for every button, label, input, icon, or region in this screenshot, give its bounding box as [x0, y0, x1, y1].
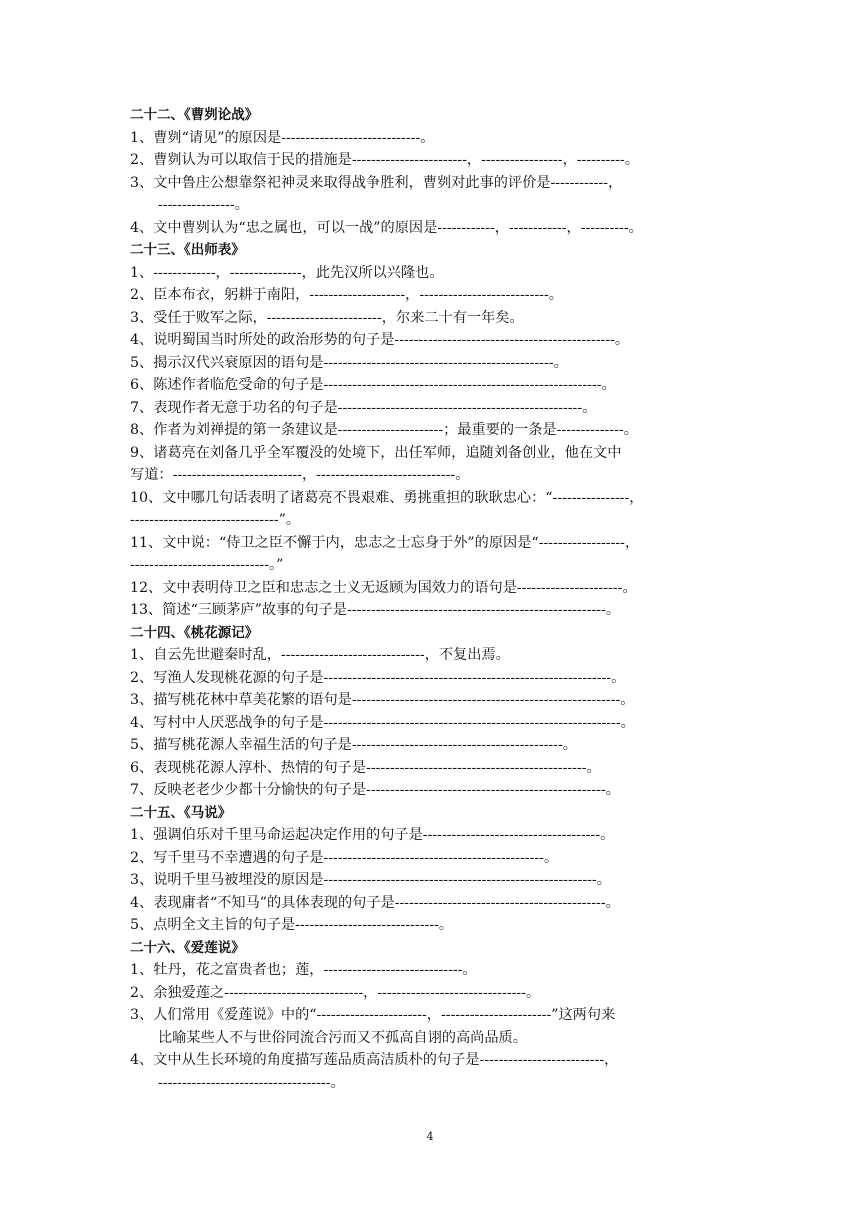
section-title: 二十六、《爱莲说》 — [130, 939, 245, 956]
section-title: 二十四、《桃花源记》 — [130, 624, 259, 641]
question-line: 4、说明蜀国当时所处的政治形势的句子是----------------------------------------------。 — [130, 332, 630, 348]
section-tao-hua-yuan-ji — [130, 622, 734, 802]
question-line: 9、诸葛亮在刘备几乎全军覆没的处境下，出任军师，追随刘备创业，他在文中 — [130, 444, 622, 461]
question-line: 5、描写桃花源人幸福生活的句子是--------------------------------------------。 — [130, 737, 577, 753]
question-line: 1、曹刿“请见”的原因是-----------------------------。 — [130, 129, 435, 146]
section-title: 二十五、《马说》 — [130, 804, 232, 821]
question-line: 2、曹刿认为可以取信于民的措施是------------------------，-----------------，----------。 — [130, 152, 639, 168]
question-line: 4、写村中人厌恶战争的句子是--------------------------------------------------------------。 — [130, 714, 635, 731]
question-line: 2、臣本布衣，躬耕于南阳，--------------------，---------------------------。 — [130, 287, 563, 303]
question-line: 1、牡丹，花之富贵者也；莲，-----------------------------。 — [130, 962, 477, 978]
question-line: 10、文中哪几句话表明了诸葛亮不畏艰难、勇挑重担的耿耿忠心：“----------------， — [130, 489, 644, 506]
question-line: 3、说明千里马被埋没的原因是---------------------------------------------------------。 — [130, 872, 611, 888]
question-line: 1、-------------，---------------，此先汉所以兴隆也。 — [130, 264, 444, 281]
question-line: 2、余独爱莲之-----------------------------，-------------------------------。 — [130, 984, 541, 1001]
question-line: 11、文中说：“侍卫之臣不懈于内，忠志之士忘身于外”的原因是“------------------， — [130, 534, 640, 551]
section-cao-gui — [130, 104, 734, 239]
question-line: 1、自云先世避秦时乱，------------------------------，不复出焉。 — [130, 647, 510, 663]
page-number: 4 — [426, 1130, 434, 1143]
question-line: 6、陈述作者临危受命的句子是----------------------------------------------------------。 — [130, 377, 616, 393]
question-line: 3、受任于败军之际，------------------------，尔来二十有一年矣。 — [130, 309, 524, 326]
section-title: 二十三、《出师表》 — [130, 242, 245, 258]
section-title: 二十二、《曹刿论战》 — [130, 107, 259, 123]
question-line: 6、表现桃花源人淳朴、热情的句子是----------------------------------------------。 — [130, 759, 601, 776]
question-line: 5、点明全文主旨的句子是------------------------------。 — [130, 917, 454, 933]
question-line: 4、表现庸者“不知马”的具体表现的句子是--------------------------------------------。 — [130, 894, 620, 911]
question-line: 2、写千里马不幸遭遇的句子是----------------------------------------------。 — [130, 849, 559, 866]
section-ma-shuo — [130, 802, 734, 937]
question-line: 7、表现作者无意于功名的句子是---------------------------------------------------。 — [130, 399, 597, 416]
question-line-continuation: -----------------------------。” — [130, 557, 284, 573]
question-line: 3、描写桃花林中草美花繁的语句是--------------------------------------------------------。 — [130, 692, 635, 708]
question-line: 4、文中从生长环境的角度描写莲品质高洁质朴的句子是--------------------------， — [130, 1052, 619, 1068]
question-line: 12、文中表明侍卫之臣和忠志之士义无返顾为国效力的语句是----------------------。 — [130, 579, 637, 596]
question-line: 3、人们常用《爱莲说》中的“-----------------------，-----------------------”这两句来 — [130, 1007, 616, 1023]
question-line: 4、文中曹刿认为“忠之属也，可以一战”的原因是------------，------------，----------。 — [130, 219, 643, 236]
question-line: 5、揭示汉代兴衰原因的语句是------------------------------------------------。 — [130, 354, 568, 371]
question-line: 3、文中鲁庄公想靠祭祀神灵来取得战争胜利，曹刿对此事的评价是------------， — [130, 174, 623, 191]
section-ai-lian-shuo — [130, 937, 734, 1095]
section-chu-shi-biao — [130, 239, 734, 622]
question-line-continuation: ------------------------------------。 — [158, 1074, 345, 1091]
question-line-continuation: -------------------------------”。 — [130, 512, 301, 528]
question-line: 2、写渔人发现桃花源的句子是------------------------------------------------------------。 — [130, 669, 626, 686]
question-line-continuation: 比喻某些人不与世俗同流合污而又不孤高自诩的高尚品质。 — [158, 1029, 527, 1046]
question-line: 1、强调伯乐对千里马命运起决定作用的句子是-------------------------------------。 — [130, 827, 615, 843]
question-line: 7、反映老老少少都十分愉快的句子是--------------------------------------------------。 — [130, 782, 620, 798]
document-body — [130, 104, 734, 1094]
question-line-continuation: 写道：---------------------------，-----------------------------。 — [130, 467, 470, 483]
question-line-continuation: ----------------。 — [158, 197, 249, 213]
question-line: 8、作者为刘禅提的第一条建议是----------------------；最重要的一条是--------------。 — [130, 422, 638, 438]
question-line: 13、简述“三顾茅庐”故事的句子是------------------------------------------------------。 — [130, 602, 621, 618]
